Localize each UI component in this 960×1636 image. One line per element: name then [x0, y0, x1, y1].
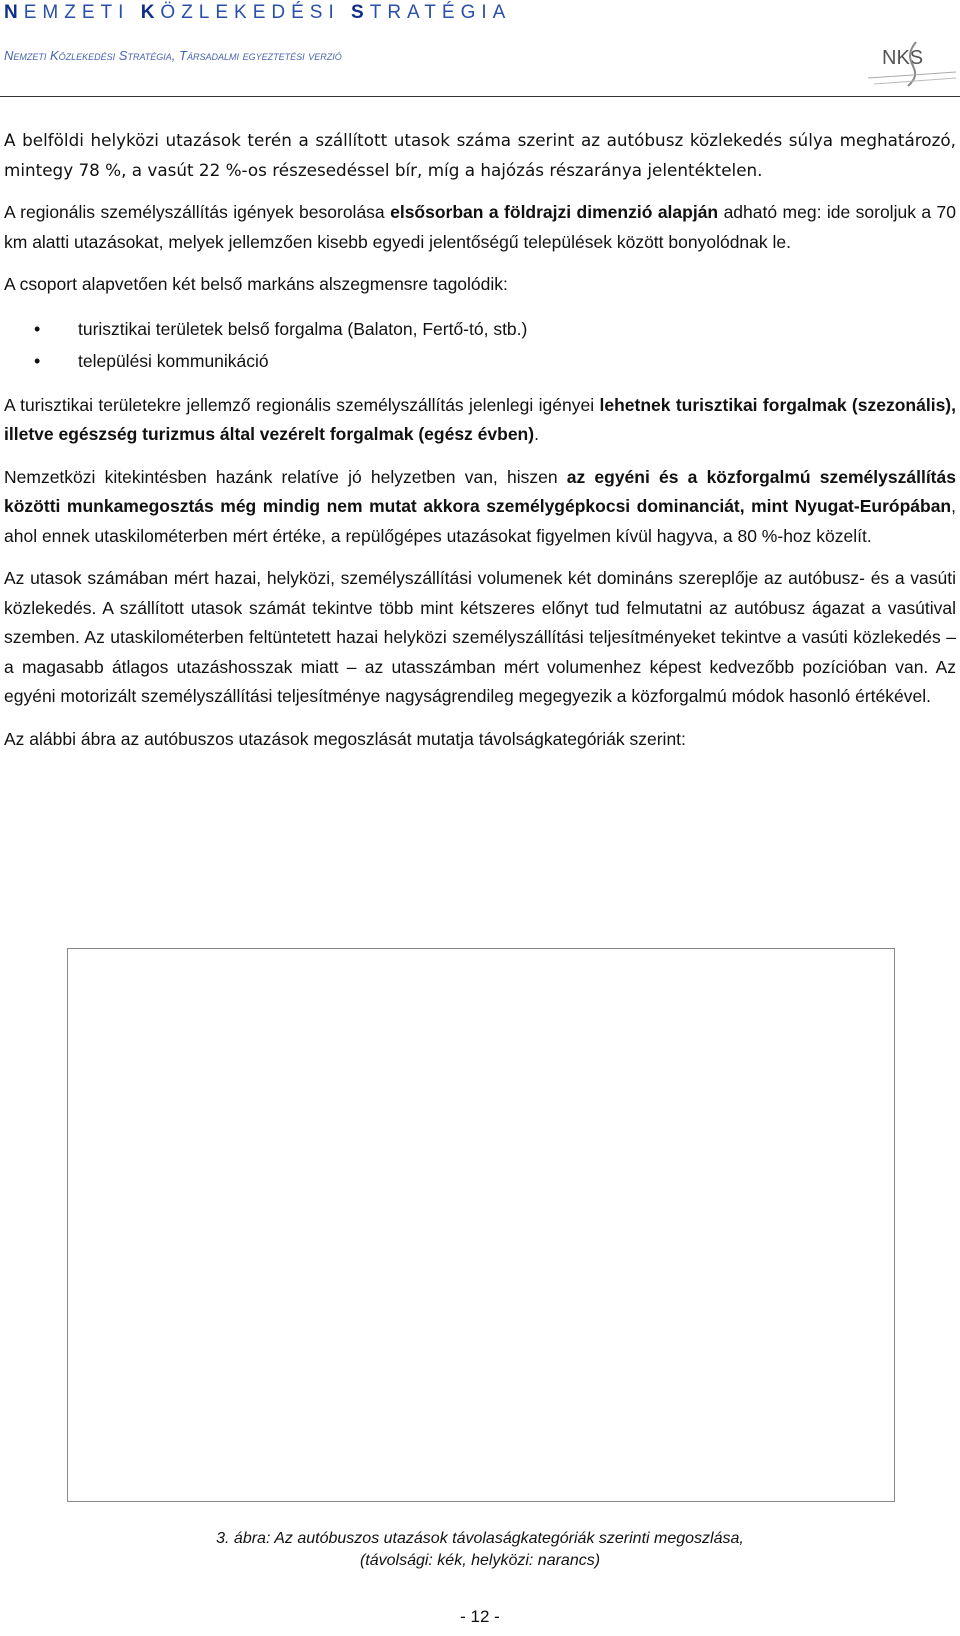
p4-bold: lehetnek turisztikai forgalmak (szezonális), illetve egészség turizmus által vezérelt forgalmak (egész évben) — [4, 394, 956, 444]
title-initial-k: K — [140, 2, 161, 23]
nks-logo — [868, 34, 958, 90]
figure-placeholder — [67, 948, 895, 1502]
header-subtitle: Nemzeti Közlekedési Stratégia, Társadalmi egyeztetési verzió — [4, 48, 342, 63]
p4-text-c: . — [534, 424, 539, 444]
title-word-2: ÖZLEKEDÉSI — [160, 2, 352, 23]
nks-logo-text: NKS — [882, 47, 924, 69]
document-body — [4, 126, 956, 767]
figure-caption — [0, 1528, 960, 1572]
title-initial-s: S — [351, 2, 370, 23]
header-divider — [0, 96, 960, 97]
paragraph-4 — [4, 391, 956, 450]
title-initial-n: N — [4, 2, 24, 23]
p5-bold: az egyéni és a közforgalmú személyszállítás közötti munkamegosztás még mindig nem mutat akkora személygépkocsi dominanciát, mint Nyugat-Európában — [4, 466, 956, 516]
p2-bold: elsősorban a földrajzi dimenzió alapján — [390, 202, 719, 222]
paragraph-1: A belföldi helyközi utazások terén a szállított utasok száma szerint az autóbusz közlekedés súlya meghatározó, mintegy 78 %, a vasút 22 %-os részesedéssel bír, míg a hajózás részaránya jelentéktelen. — [4, 130, 956, 180]
list-item: • turisztikai területek belső forgalma (Balaton, Fertő-tó, stb.) — [4, 313, 956, 345]
p2-text-a: A regionális személyszállítás igények besorolása — [4, 202, 391, 222]
title-word-1: EMZETI — [23, 2, 141, 23]
p5-text-a: Nemzetközi kitekintésben hazánk relatíve jó helyzetben van, hiszen — [4, 466, 567, 487]
paragraph-6: Az utasok számában mért hazai, helyközi, személyszállítási volumenek két domináns szereplője az autóbusz- és a vasúti közlekedés. A szállított utasok számát tekintve több mint kétszeres előnyt tud felmutatni az autóbusz ágazat a vasútival szemben. Az utaskilométerben feltüntetett hazai helyközi személyszállítási teljesítményeket tekintve a vasúti közlekedés – a magasabb átlagos utazáshosszak miatt – az utasszámban mért volumenhez képest kedvezőbb pozícióban van. Az egyéni motorizált személyszállítási teljesítménye nagyságrendileg megegyezik a közforgalmú módok hasonló értékével. — [4, 568, 956, 706]
caption-line-2: (távolsági: kék, helyközi: narancs) — [359, 1552, 601, 1569]
p5-text-c: , ahol ennek utaskilométerben mért értéke, a repülőgépes utazásokat figyelmen kívül hagyva, a 80 %-hoz közelít. — [4, 496, 956, 546]
paragraph-5 — [4, 463, 956, 552]
header-title — [4, 2, 511, 24]
page-number: - 12 - — [460, 1607, 500, 1626]
paragraph-3: A csoport alapvetően két belső markáns alszegmensre tagolódik: — [4, 274, 508, 294]
p4-text-a: A turisztikai területekre jellemző regionális személyszállítás jelenlegi igényei — [4, 394, 600, 415]
caption-line-1: 3. ábra: Az autóbuszos utazások távolaságkategóriák szerinti megoszlása, — [216, 1530, 744, 1547]
paragraph-7: Az alábbi ábra az autóbuszos utazások megoszlását mutatja távolságkategóriák szerint: — [4, 728, 686, 749]
paragraph-2 — [4, 198, 956, 257]
p2-text-c: adható meg: ide soroljuk a 70 km alatti utazásokat, melyek jellemzően kisebb egyedi jelentőségű települések között bonyolódnak le. — [4, 202, 956, 252]
list-item: • települési kommunikáció — [4, 345, 956, 377]
page-header — [0, 0, 960, 100]
title-word-3: TRATÉGIA — [369, 2, 512, 23]
bullet-list — [4, 313, 956, 377]
